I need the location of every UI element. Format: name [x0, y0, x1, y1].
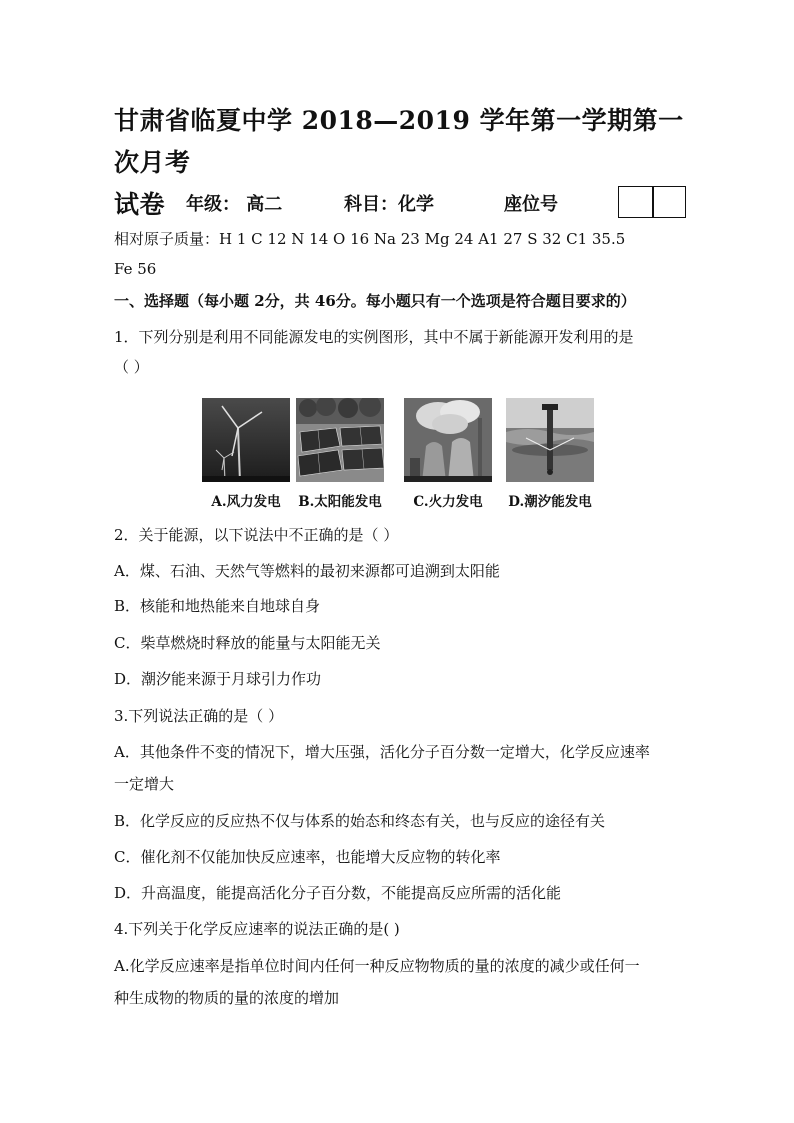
figure-caption-b: B.太阳能发电: [298, 494, 382, 510]
q4-stem: 4.下列关于化学反应速率的说法正确的是( ): [114, 920, 400, 938]
q2-option-d: D．潮汐能来源于月球引力作功: [114, 670, 322, 688]
figure-wind: [202, 398, 290, 510]
q1-stem-line-1: 1．下列分别是利用不同能源发电的实例图形，其中不属于新能源开发利用的是: [114, 328, 634, 346]
q3-option-d: D．升高温度，能提高活化分子百分数，不能提高反应所需的活化能: [114, 884, 562, 902]
q2-option-b: B．核能和地热能来自地球自身: [114, 597, 321, 615]
figure-caption-a: A.风力发电: [211, 494, 281, 510]
figure-tidal: [506, 398, 594, 510]
title-line-1: 甘肃省临夏中学 2018—2019 学年第一学期第一次月考: [114, 106, 684, 177]
atomic-mass-line-2: Fe 56: [114, 260, 157, 278]
grade-label: 年级： 高二: [186, 194, 283, 215]
q3-option-b: B．化学反应的反应热不仅与体系的始态和终态有关，也与反应的途径有关: [114, 812, 606, 830]
wind-turbine-photo-icon: [202, 398, 290, 482]
figure-thermal: [404, 398, 492, 510]
figure-solar: [296, 398, 384, 510]
subject-label: 科目：化学: [344, 194, 434, 215]
atomic-mass-line-1: 相对原子质量：H 1 C 12 N 14 O 16 Na 23 Mg 24 A1 27 S 32 C1 35.5: [114, 230, 626, 248]
q3-option-a-line-2: 一定增大: [114, 775, 175, 793]
section-1-heading: 一、选择题（每小题 2分，共 46分。每小题只有一个选项是符合题目要求的）: [114, 292, 636, 310]
figure-caption-d: D.潮汐能发电: [508, 494, 592, 510]
q1-figures: [196, 398, 606, 516]
tidal-power-photo-icon: [506, 398, 594, 482]
figure-caption-c: C.火力发电: [413, 494, 483, 510]
q2-stem: 2．关于能源，以下说法中不正确的是（ ）: [114, 526, 399, 544]
solar-panel-photo-icon: [296, 398, 384, 482]
title-line-2: 试卷: [114, 190, 166, 219]
q1-stem-line-2: （ ）: [114, 358, 149, 376]
seat-number-box[interactable]: [618, 186, 686, 218]
q3-stem: 3.下列说法正确的是（ ）: [114, 707, 284, 725]
q3-option-a-line-1: A．其他条件不变的情况下，增大压强，活化分子百分数一定增大，化学反应速率: [114, 743, 650, 761]
seat-label: 座位号: [504, 194, 558, 215]
q2-option-c: C．柴草燃烧时释放的能量与太阳能无关: [114, 634, 381, 652]
q4-option-a-line-1: A.化学反应速率是指单位时间内任何一种反应物物质的量的浓度的减少或任何一: [114, 957, 640, 975]
q3-option-c: C．催化剂不仅能加快反应速率，也能增大反应物的转化率: [114, 848, 501, 866]
q4-option-a-line-2: 种生成物的物质的量的浓度的增加: [114, 989, 340, 1007]
seat-box-divider: [652, 187, 654, 217]
q2-option-a: A．煤、石油、天然气等燃料的最初来源都可追溯到太阳能: [114, 562, 500, 580]
exam-meta-row: [114, 186, 694, 220]
power-plant-photo-icon: [404, 398, 492, 482]
